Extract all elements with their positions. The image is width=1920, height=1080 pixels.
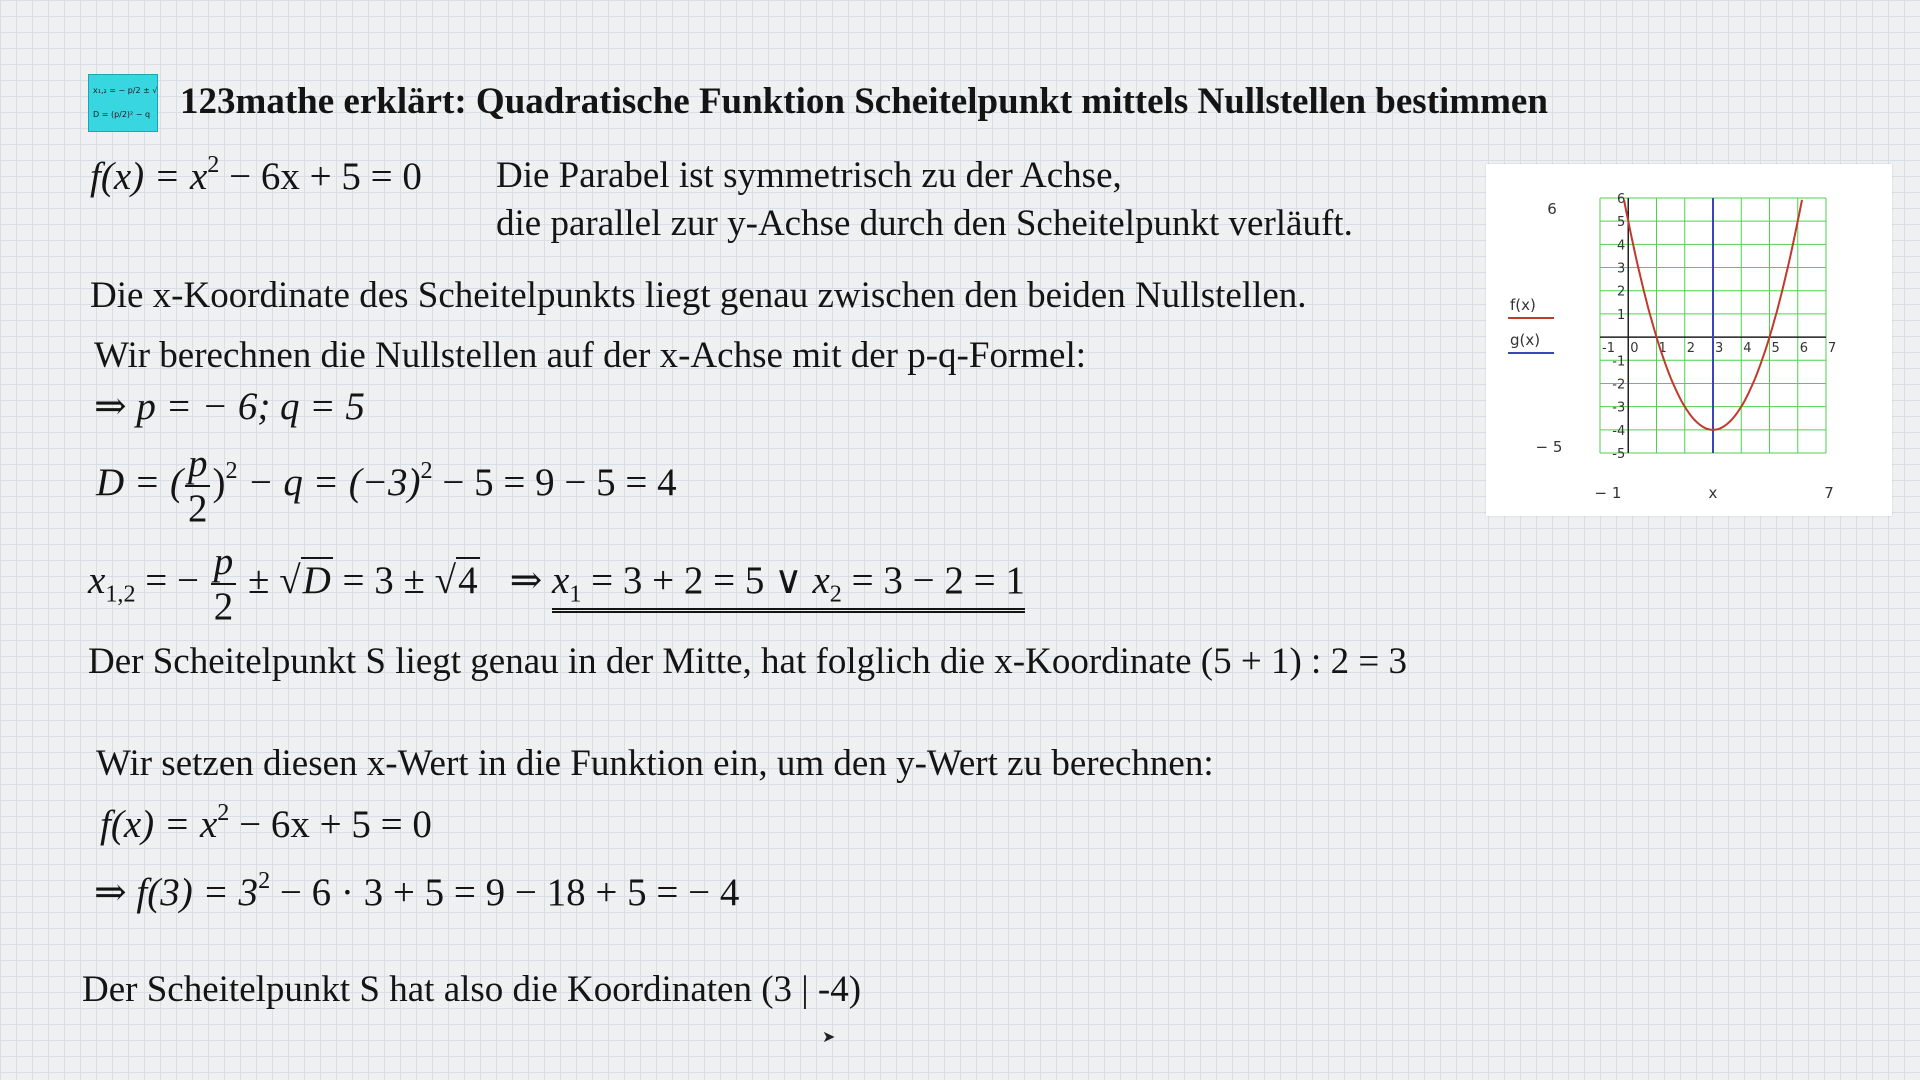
formula-logo-icon: [89, 75, 157, 131]
y-tick-label: 1: [1616, 307, 1626, 323]
x-min-label: − 1: [1594, 484, 1622, 502]
p-over-2-fraction: $\frac{p}{2}$: [185, 444, 211, 528]
solution-equation: $x_{1,2}$ = − $\frac{p}{2}$ ± √D = 3 ± √4 ⇒ $x_1 = 3 + 2 = 5$ ∨ $x_2 = 3 - 2 = 1$: [88, 540, 1025, 628]
pq-values: ⇒ p = − 6; q = 5: [94, 385, 365, 428]
y-tick-label: -5: [1612, 447, 1626, 462]
x-tick-label: 7: [1828, 341, 1837, 357]
logo-formula-1: x₁,₂ = − p/2 ± √D: [93, 86, 157, 95]
y-tick-label: 3: [1616, 261, 1626, 277]
y-tick-label: -3: [1612, 400, 1626, 416]
function-equation: $f(x) = x^2 - 6x + 5 = 0$: [90, 151, 422, 198]
x-axis-label: x: [1708, 484, 1718, 502]
x-tick-label: 4: [1743, 341, 1752, 357]
x-tick-label: 0: [1630, 341, 1639, 357]
f3-evaluation: ⇒ $f(3) = 3^2 - 6 \cdot 3 + 5 = 9 - 18 + 5$ = − 4: [94, 867, 740, 914]
y-tick-label: 2: [1616, 284, 1626, 300]
x-max-label: 7: [1824, 484, 1834, 502]
pq-formula-text: Wir berechnen die Nullstellen auf der x-Achse mit der p-q-Formel:: [94, 335, 1087, 376]
y-min-label: − 5: [1535, 438, 1563, 456]
vertex-result-text: Der Scheitelpunkt S hat also die Koordinaten (3 | -4): [82, 969, 862, 1010]
vertex-middle-text: Der Scheitelpunkt S liegt genau in der Mitte, hat folglich die x-Koordinate (5 + 1) : 2 = 3: [88, 641, 1407, 682]
y-max-label: 6: [1547, 200, 1557, 218]
p-over-2-fraction: $\frac{p}{2}$: [211, 542, 237, 626]
y-tick-label: 5: [1616, 215, 1626, 231]
sqrt-4: √4: [434, 558, 478, 602]
x-tick-label: 3: [1715, 341, 1724, 357]
page-title: 123mathe erklärt: Quadratische Funktion Scheitelpunkt mittels Nullstellen bestimmen: [180, 81, 1548, 122]
y-tick-label: 6: [1616, 192, 1626, 207]
logo-formula-2: D = (p/2)² − q: [93, 110, 151, 119]
x-tick-label: 1: [1658, 341, 1667, 357]
discriminant-equation: D = ( $\frac{p}{2}$ )$^2 - q = (-3)^2 - 5 = 9 - 5 = 4$: [96, 442, 677, 530]
y-tick-label: 4: [1616, 238, 1626, 254]
insert-value-text: Wir setzen diesen x-Wert in die Funktion ein, um den y-Wert zu berechnen:: [96, 743, 1214, 784]
sqrt-d: √D: [279, 558, 331, 602]
x-tick-label: 6: [1799, 341, 1809, 357]
y-tick-label: -4: [1612, 423, 1626, 439]
x-tick-label: 5: [1771, 341, 1780, 357]
logo: [88, 74, 158, 132]
symmetry-text-line-2: die parallel zur y-Achse durch den Scheitelpunkt verläuft.: [496, 203, 1353, 244]
x-tick-label: -1: [1602, 341, 1615, 357]
parabola-graph: [1486, 164, 1892, 516]
xcoord-text: Die x-Koordinate des Scheitelpunkts liegt genau zwischen den beiden Nullstellen.: [90, 275, 1307, 316]
symmetry-text-line-1: Die Parabel ist symmetrisch zu der Achse,: [496, 155, 1122, 196]
x-tick-label: 2: [1686, 341, 1696, 357]
legend-label: g(x): [1510, 331, 1541, 349]
y-tick-label: -2: [1612, 377, 1626, 393]
parabola-chart-svg: [1486, 164, 1892, 516]
mouse-pointer-icon: ➤: [822, 1027, 836, 1046]
y-tick-label: -1: [1612, 354, 1626, 370]
roots-result: $x_1 = 3 + 2 = 5$ ∨ $x_2 = 3 - 2 = 1$: [552, 559, 1025, 613]
legend-label: f(x): [1510, 296, 1536, 314]
function-equation-repeat: $f(x) = x^2 - 6x + 5 = 0$: [100, 799, 432, 846]
